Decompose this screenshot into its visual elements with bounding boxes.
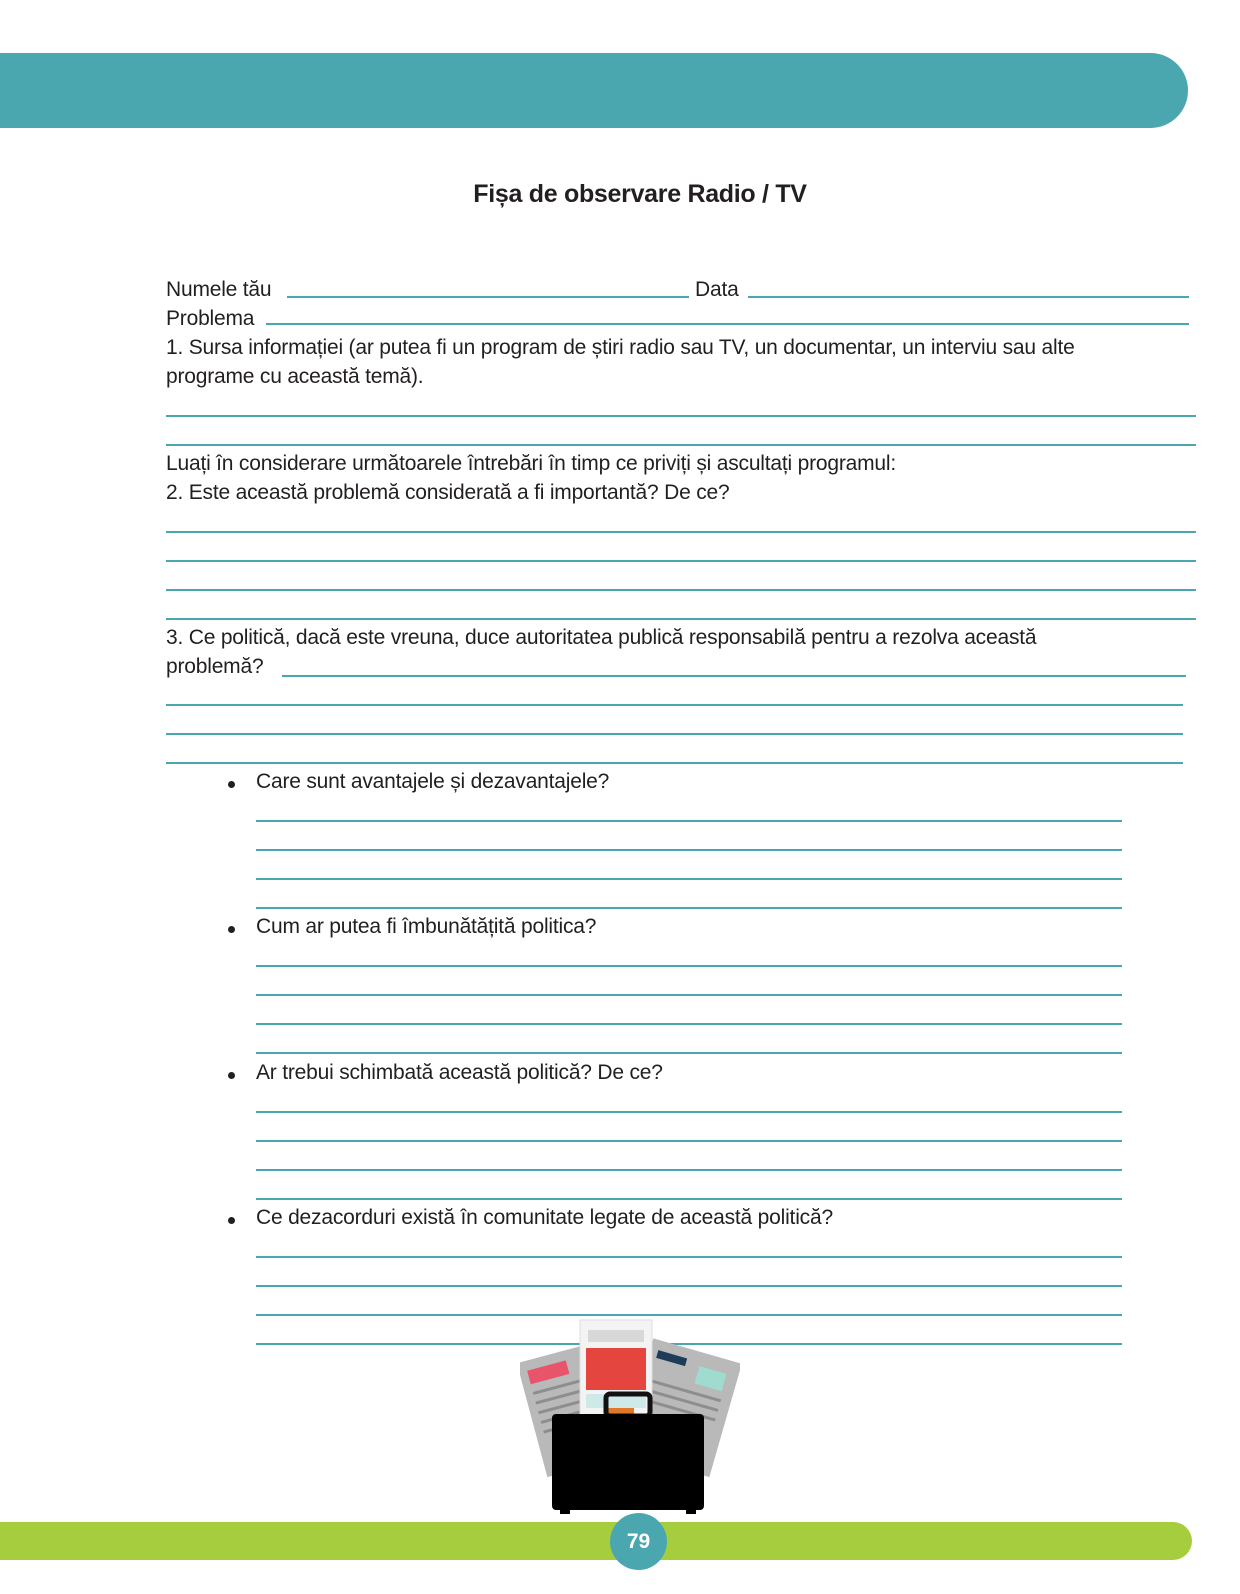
answer-line-bullet-4[interactable]	[256, 1256, 1122, 1258]
problem-label: Problema	[166, 307, 255, 330]
answer-line-bullet-2[interactable]	[256, 965, 1122, 967]
answer-line-q2[interactable]	[166, 618, 1196, 620]
name-label: Numele tău	[166, 278, 272, 301]
answer-line-bullet-3[interactable]	[256, 1140, 1122, 1142]
date-field[interactable]	[748, 296, 1189, 298]
bullet-question-2: Cum ar putea fi îmbunătățită politica?	[256, 915, 597, 938]
answer-line-q3[interactable]	[166, 733, 1183, 735]
question-3-line-2: problemă?	[166, 655, 264, 678]
answer-line-bullet-1[interactable]	[256, 820, 1122, 822]
answer-line-bullet-1[interactable]	[256, 878, 1122, 880]
answer-line-q3[interactable]	[166, 704, 1183, 706]
bullet-icon	[228, 781, 235, 788]
question-1-line-2: programe cu această temă).	[166, 365, 424, 388]
answer-line-bullet-2[interactable]	[256, 1052, 1122, 1054]
answer-line-q3[interactable]	[166, 762, 1183, 764]
bullet-question-1: Care sunt avantajele și dezavantajele?	[256, 770, 610, 793]
briefcase-with-newspapers-icon	[520, 1318, 740, 1516]
problem-field[interactable]	[266, 323, 1189, 325]
answer-line-bullet-3[interactable]	[256, 1198, 1122, 1200]
bullet-icon	[228, 926, 235, 933]
date-label: Data	[695, 278, 739, 301]
answer-line-q3[interactable]	[282, 675, 1186, 677]
answer-line-bullet-4[interactable]	[256, 1314, 1122, 1316]
page-number: 79	[610, 1513, 667, 1570]
answer-line-q1[interactable]	[166, 444, 1196, 446]
question-2: 2. Este această problemă considerată a fi importantă? De ce?	[166, 481, 730, 504]
question-3-line-1: 3. Ce politică, dacă este vreuna, duce autoritatea publică responsabilă pentru a rezolva această	[166, 626, 1037, 649]
instructions-text: Luați în considerare următoarele întrebări în timp ce priviți și ascultați programul:	[166, 452, 896, 475]
answer-line-bullet-2[interactable]	[256, 1023, 1122, 1025]
answer-line-q2[interactable]	[166, 531, 1196, 533]
answer-line-bullet-2[interactable]	[256, 994, 1122, 996]
bullet-icon	[228, 1217, 235, 1224]
question-1-line-1: 1. Sursa informației (ar putea fi un program de știri radio sau TV, un documentar, un interviu sau alte	[166, 336, 1075, 359]
bullet-icon	[228, 1072, 235, 1079]
footer-band	[0, 1522, 1192, 1560]
bullet-question-4: Ce dezacorduri există în comunitate legate de această politică?	[256, 1206, 833, 1229]
answer-line-bullet-3[interactable]	[256, 1169, 1122, 1171]
page-title: Fișa de observare Radio / TV	[473, 180, 807, 208]
name-field[interactable]	[287, 296, 689, 298]
answer-line-q1[interactable]	[166, 415, 1196, 417]
bullet-question-3: Ar trebui schimbată această politică? De ce?	[256, 1061, 663, 1084]
answer-line-bullet-3[interactable]	[256, 1111, 1122, 1113]
answer-line-bullet-4[interactable]	[256, 1285, 1122, 1287]
answer-line-bullet-1[interactable]	[256, 907, 1122, 909]
header-band	[0, 53, 1188, 128]
answer-line-q2[interactable]	[166, 560, 1196, 562]
answer-line-bullet-1[interactable]	[256, 849, 1122, 851]
answer-line-q2[interactable]	[166, 589, 1196, 591]
